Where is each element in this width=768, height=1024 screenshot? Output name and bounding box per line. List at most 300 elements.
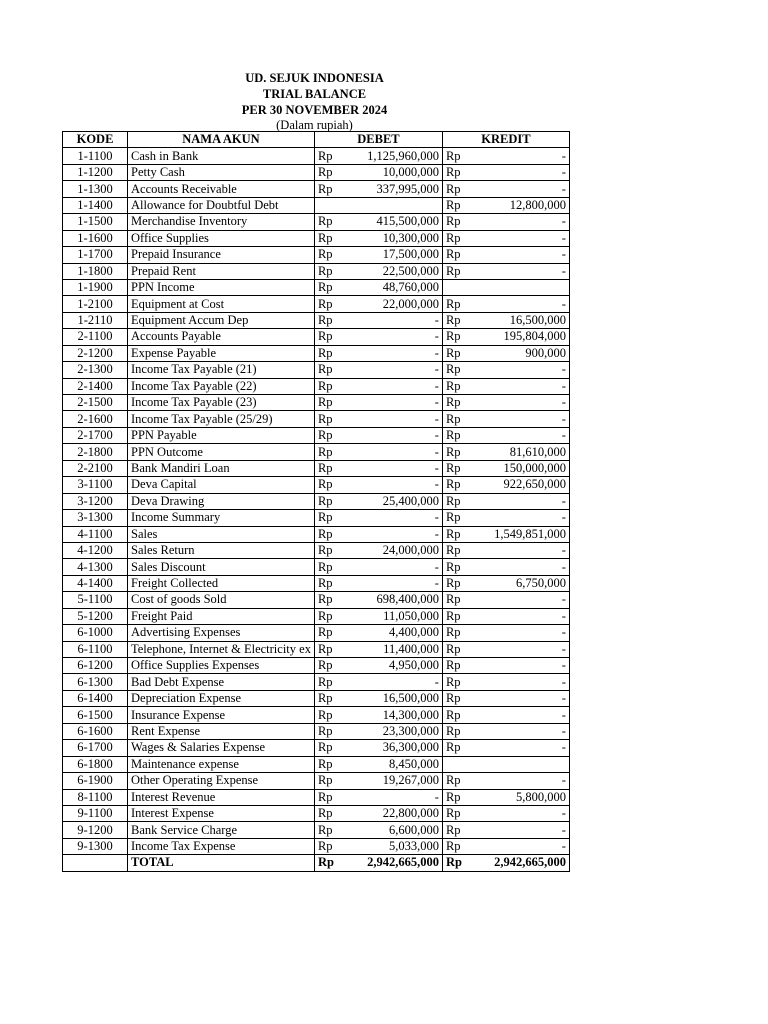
table-row [63,838,570,854]
kredit-currency: Rp [442,329,474,345]
account-name: Sales Discount [128,559,315,575]
debet-amount: 22,500,000 [342,263,442,279]
account-code: 3-1200 [63,493,128,509]
account-code: 5-1100 [63,592,128,608]
debet-amount: 1,125,960,000 [342,148,442,164]
kredit-amount: - [474,822,569,838]
account-name: Equipment at Cost [128,296,315,312]
account-name: Deva Drawing [128,493,315,509]
kredit-currency: Rp [442,542,474,558]
debet-currency: Rp [314,723,342,739]
table-row [63,707,570,723]
account-code: 8-1100 [63,789,128,805]
kredit-currency: Rp [442,197,474,213]
kredit-amount: - [474,181,569,197]
account-name: Interest Revenue [128,789,315,805]
kredit-currency: Rp [442,510,474,526]
debet-currency: Rp [314,707,342,723]
debet-amount: - [342,411,442,427]
account-name: Office Supplies Expenses [128,658,315,674]
total-debet-amount: 2,942,665,000 [342,855,442,871]
account-name: PPN Payable [128,427,315,443]
table-row [63,822,570,838]
kredit-currency: Rp [442,460,474,476]
debet-amount: - [342,460,442,476]
table-row [63,230,570,246]
kredit-currency: Rp [442,559,474,575]
kredit-amount: - [474,674,569,690]
table-row [63,411,570,427]
kredit-amount: - [474,641,569,657]
debet-currency: Rp [314,740,342,756]
table-row [63,181,570,197]
account-name: Deva Capital [128,477,315,493]
kredit-amount [474,279,569,295]
account-name: Income Tax Payable (25/29) [128,411,315,427]
debet-currency: Rp [314,444,342,460]
debet-currency: Rp [314,690,342,706]
debet-currency: Rp [314,805,342,821]
kredit-currency: Rp [442,444,474,460]
kredit-amount: 150,000,000 [474,460,569,476]
kredit-currency: Rp [442,526,474,542]
table-row [63,279,570,295]
total-code-cell [63,855,128,871]
kredit-currency [442,756,474,772]
kredit-amount: - [474,395,569,411]
kredit-amount: - [474,592,569,608]
trial-balance-table [62,131,570,872]
table-row [63,575,570,591]
debet-currency: Rp [314,822,342,838]
kredit-amount: - [474,608,569,624]
debet-currency: Rp [314,625,342,641]
kredit-currency: Rp [442,740,474,756]
account-code: 4-1100 [63,526,128,542]
debet-currency: Rp [314,247,342,263]
account-code: 6-1400 [63,690,128,706]
kredit-currency: Rp [442,592,474,608]
debet-amount: - [342,526,442,542]
table-row [63,542,570,558]
column-header-debet: DEBET [314,132,442,148]
debet-amount: 337,995,000 [342,181,442,197]
account-name: Other Operating Expense [128,773,315,789]
table-row [63,740,570,756]
debet-currency: Rp [314,279,342,295]
debet-currency: Rp [314,411,342,427]
table-row [63,510,570,526]
account-code: 1-1100 [63,148,128,164]
account-code: 2-1400 [63,378,128,394]
kredit-currency: Rp [442,674,474,690]
debet-amount: 8,450,000 [342,756,442,772]
kredit-currency: Rp [442,312,474,328]
debet-amount: 4,950,000 [342,658,442,674]
account-name: Income Summary [128,510,315,526]
account-name: Income Tax Payable (22) [128,378,315,394]
account-code: 1-1800 [63,263,128,279]
kredit-currency: Rp [442,575,474,591]
debet-amount: 11,050,000 [342,608,442,624]
account-name: Merchandise Inventory [128,214,315,230]
account-code: 1-2100 [63,296,128,312]
kredit-amount: 1,549,851,000 [474,526,569,542]
debet-amount: - [342,329,442,345]
report-period: PER 30 NOVEMBER 2024 [241,103,388,117]
table-row [63,427,570,443]
account-code: 1-1400 [63,197,128,213]
kredit-currency: Rp [442,773,474,789]
debet-amount: 22,800,000 [342,805,442,821]
debet-currency: Rp [314,526,342,542]
kredit-amount: - [474,510,569,526]
kredit-amount: - [474,559,569,575]
debet-currency: Rp [314,641,342,657]
debet-currency: Rp [314,756,342,772]
company-name: UD. SEJUK INDONESIA [245,71,384,85]
table-header-row [63,132,570,148]
debet-amount: - [342,575,442,591]
table-row [63,690,570,706]
debet-currency: Rp [314,789,342,805]
debet-amount: 19,267,000 [342,773,442,789]
account-name: Office Supplies [128,230,315,246]
account-name: Income Tax Expense [128,838,315,854]
account-code: 4-1200 [63,542,128,558]
account-name: Freight Paid [128,608,315,624]
column-header-kode: KODE [63,132,128,148]
account-code: 6-1600 [63,723,128,739]
debet-currency: Rp [314,510,342,526]
kredit-amount: - [474,707,569,723]
report-title: TRIAL BALANCE [262,87,367,101]
account-code: 6-1000 [63,625,128,641]
table-row [63,641,570,657]
kredit-currency: Rp [442,164,474,180]
debet-currency: Rp [314,164,342,180]
table-row [63,444,570,460]
debet-currency: Rp [314,214,342,230]
debet-amount: - [342,789,442,805]
debet-amount: 415,500,000 [342,214,442,230]
kredit-amount: 6,750,000 [474,575,569,591]
debet-amount: 25,400,000 [342,493,442,509]
account-name: Freight Collected [128,575,315,591]
account-name: Expense Payable [128,345,315,361]
kredit-amount: - [474,296,569,312]
debet-amount: - [342,444,442,460]
kredit-currency: Rp [442,838,474,854]
account-code: 9-1300 [63,838,128,854]
account-name: Advertising Expenses [128,625,315,641]
account-name: Prepaid Insurance [128,247,315,263]
kredit-amount: 12,800,000 [474,197,569,213]
account-code: 2-1500 [63,395,128,411]
debet-amount: - [342,674,442,690]
table-row [63,197,570,213]
kredit-amount: - [474,148,569,164]
table-row [63,362,570,378]
account-name: Cash in Bank [128,148,315,164]
account-name: Petty Cash [128,164,315,180]
account-code: 2-1700 [63,427,128,443]
account-name: Telephone, Internet & Electricity ex [128,641,315,657]
kredit-amount: - [474,658,569,674]
account-code: 6-1800 [63,756,128,772]
debet-amount: 11,400,000 [342,641,442,657]
kredit-amount: - [474,723,569,739]
kredit-currency: Rp [442,690,474,706]
table-row [63,329,570,345]
table-row [63,756,570,772]
debet-currency: Rp [314,658,342,674]
account-code: 2-1600 [63,411,128,427]
table-row [63,247,570,263]
account-name: Income Tax Payable (21) [128,362,315,378]
account-code: 2-1800 [63,444,128,460]
table-row [63,296,570,312]
account-name: PPN Income [128,279,315,295]
kredit-currency: Rp [442,378,474,394]
account-code: 2-1200 [63,345,128,361]
account-code: 2-1100 [63,329,128,345]
kredit-amount: - [474,740,569,756]
debet-amount: 10,000,000 [342,164,442,180]
account-code: 5-1200 [63,608,128,624]
table-row [63,608,570,624]
account-code: 1-1300 [63,181,128,197]
account-code: 9-1200 [63,822,128,838]
kredit-currency: Rp [442,296,474,312]
kredit-currency: Rp [442,805,474,821]
account-name: Cost of goods Sold [128,592,315,608]
kredit-currency: Rp [442,230,474,246]
kredit-amount: - [474,838,569,854]
debet-currency: Rp [314,148,342,164]
kredit-currency: Rp [442,247,474,263]
debet-amount: 48,760,000 [342,279,442,295]
debet-amount: - [342,559,442,575]
account-code: 3-1100 [63,477,128,493]
kredit-amount: - [474,625,569,641]
account-name: Allowance for Doubtful Debt [128,197,315,213]
debet-currency: Rp [314,773,342,789]
debet-currency: Rp [314,312,342,328]
kredit-amount: - [474,378,569,394]
account-code: 6-1300 [63,674,128,690]
debet-amount: - [342,345,442,361]
debet-currency: Rp [314,427,342,443]
kredit-amount: - [474,493,569,509]
account-code: 2-2100 [63,460,128,476]
debet-amount: - [342,427,442,443]
debet-amount: 17,500,000 [342,247,442,263]
kredit-amount: - [474,773,569,789]
debet-currency: Rp [314,608,342,624]
account-code: 4-1400 [63,575,128,591]
kredit-currency: Rp [442,822,474,838]
table-row [63,164,570,180]
account-code: 1-1700 [63,247,128,263]
debet-amount: 22,000,000 [342,296,442,312]
kredit-currency: Rp [442,641,474,657]
kredit-amount: - [474,427,569,443]
debet-amount: 23,300,000 [342,723,442,739]
account-name: Bank Service Charge [128,822,315,838]
debet-currency: Rp [314,838,342,854]
debet-currency: Rp [314,493,342,509]
account-name: Accounts Receivable [128,181,315,197]
account-name: Insurance Expense [128,707,315,723]
kredit-amount: 195,804,000 [474,329,569,345]
table-row [63,805,570,821]
table-row [63,263,570,279]
account-name: Bank Mandiri Loan [128,460,315,476]
debet-currency: Rp [314,674,342,690]
table-row [63,378,570,394]
account-code: 6-1200 [63,658,128,674]
kredit-amount: - [474,805,569,821]
kredit-currency: Rp [442,493,474,509]
kredit-amount: - [474,164,569,180]
total-row [63,855,570,871]
total-label: TOTAL [128,855,315,871]
debet-currency: Rp [314,592,342,608]
total-kredit-amount: 2,942,665,000 [474,855,569,871]
kredit-amount: 81,610,000 [474,444,569,460]
debet-currency: Rp [314,477,342,493]
kredit-currency: Rp [442,723,474,739]
account-name: Sales Return [128,542,315,558]
debet-currency: Rp [314,329,342,345]
account-code: 1-1500 [63,214,128,230]
account-name: Equipment Accum Dep [128,312,315,328]
account-code: 1-1200 [63,164,128,180]
kredit-amount: 16,500,000 [474,312,569,328]
kredit-amount: - [474,411,569,427]
kredit-amount: - [474,690,569,706]
kredit-amount: 900,000 [474,345,569,361]
debet-amount: - [342,395,442,411]
table-row [63,789,570,805]
kredit-currency: Rp [442,658,474,674]
account-name: Prepaid Rent [128,263,315,279]
account-code: 1-2110 [63,312,128,328]
kredit-amount: 5,800,000 [474,789,569,805]
account-code: 9-1100 [63,805,128,821]
table-row [63,312,570,328]
account-code: 1-1900 [63,279,128,295]
account-code: 6-1700 [63,740,128,756]
account-name: Income Tax Payable (23) [128,395,315,411]
account-code: 4-1300 [63,559,128,575]
account-name: Wages & Salaries Expense [128,740,315,756]
kredit-amount [474,756,569,772]
kredit-currency: Rp [442,395,474,411]
kredit-amount: 922,650,000 [474,477,569,493]
kredit-currency [442,279,474,295]
account-code: 6-1500 [63,707,128,723]
debet-currency: Rp [314,296,342,312]
table-row [63,214,570,230]
account-name: Interest Expense [128,805,315,821]
debet-currency: Rp [314,395,342,411]
debet-currency: Rp [314,345,342,361]
debet-amount: 16,500,000 [342,690,442,706]
column-header-nama-akun: NAMA AKUN [128,132,315,148]
debet-amount: - [342,312,442,328]
kredit-currency: Rp [442,362,474,378]
account-code: 1-1600 [63,230,128,246]
kredit-currency: Rp [442,427,474,443]
debet-amount: 4,400,000 [342,625,442,641]
debet-currency: Rp [314,378,342,394]
kredit-amount: - [474,542,569,558]
kredit-amount: - [474,214,569,230]
table-row [63,395,570,411]
kredit-currency: Rp [442,707,474,723]
debet-currency: Rp [314,460,342,476]
kredit-currency: Rp [442,181,474,197]
account-name: Rent Expense [128,723,315,739]
debet-currency: Rp [314,181,342,197]
debet-currency: Rp [314,362,342,378]
account-code: 3-1300 [63,510,128,526]
kredit-currency: Rp [442,608,474,624]
kredit-currency: Rp [442,148,474,164]
table-row [63,723,570,739]
debet-currency: Rp [314,263,342,279]
table-row [63,148,570,164]
table-row [63,674,570,690]
debet-amount: - [342,362,442,378]
account-name: Depreciation Expense [128,690,315,706]
debet-amount: 24,000,000 [342,542,442,558]
debet-currency: Rp [314,559,342,575]
kredit-currency: Rp [442,263,474,279]
account-name: Sales [128,526,315,542]
account-name: Bad Debt Expense [128,674,315,690]
total-kredit-currency: Rp [442,855,474,871]
debet-currency: Rp [314,575,342,591]
account-name: Accounts Payable [128,329,315,345]
kredit-amount: - [474,230,569,246]
table-row [63,625,570,641]
table-row [63,592,570,608]
table-row [63,559,570,575]
account-code: 2-1300 [63,362,128,378]
total-debet-currency: Rp [314,855,342,871]
table-row [63,477,570,493]
kredit-currency: Rp [442,411,474,427]
table-row [63,493,570,509]
account-name: Maintenance expense [128,756,315,772]
kredit-amount: - [474,362,569,378]
account-code: 6-1900 [63,773,128,789]
kredit-currency: Rp [442,214,474,230]
debet-amount: 5,033,000 [342,838,442,854]
table-row [63,460,570,476]
kredit-amount: - [474,263,569,279]
table-row [63,773,570,789]
debet-amount: 698,400,000 [342,592,442,608]
debet-currency: Rp [314,542,342,558]
kredit-currency: Rp [442,345,474,361]
debet-amount: 6,600,000 [342,822,442,838]
table-row [63,658,570,674]
table-row [63,526,570,542]
